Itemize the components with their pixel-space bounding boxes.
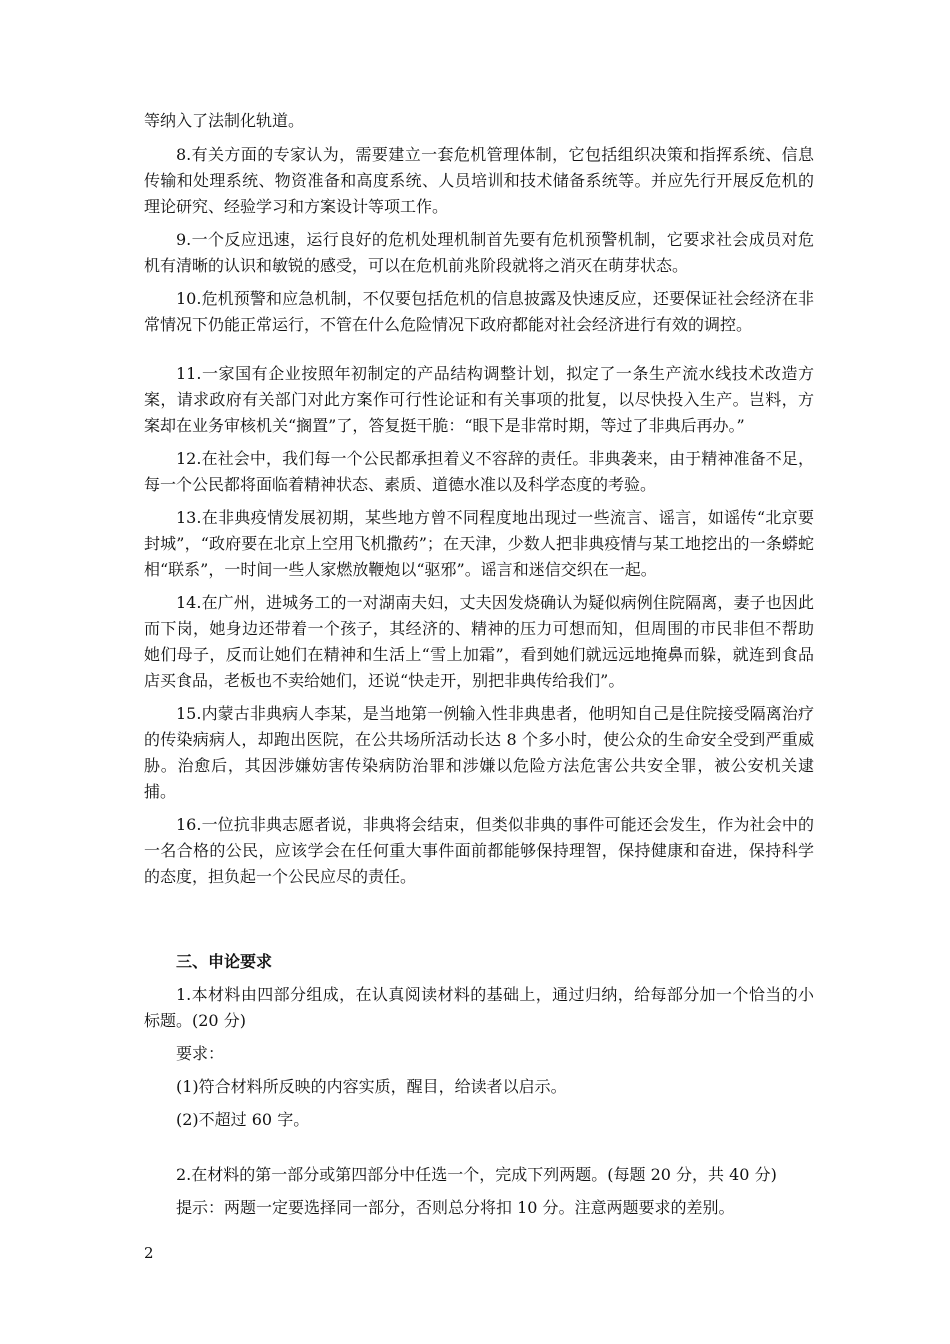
- question-1-requirement-2: (2)不超过 60 字。: [176, 1110, 310, 1129]
- question-1-requirement-1: (1)符合材料所反映的内容实质，醒目，给读者以启示。: [176, 1077, 567, 1096]
- material-item-10: 10.危机预警和应急机制，不仅要包括危机的信息披露及快速反应，还要保证社会经济在非常情况下仍能正常运行，不管在什么危险情况下政府都能对社会经济进行有效的调控。: [144, 289, 814, 334]
- material-item-16: 16.一位抗非典志愿者说，非典将会结束，但类似非典的事件可能还会发生，作为社会中的一名合格的公民，应该学会在任何重大事件面前都能够保持理智，保持健康和奋进，保持科学的态度，担负起一个公民应尽的责任。: [144, 815, 814, 886]
- material-item-8: 8.有关方面的专家认为，需要建立一套危机管理体制，它包括组织决策和指挥系统、信息传输和处理系统、物资准备和高度系统、人员培训和技术储备系统等。并应先行开展反危机的理论研究、经验学习和方案设计等项工作。: [144, 145, 814, 216]
- material-item-14: 14.在广州，进城务工的一对湖南夫妇，丈夫因发烧确认为疑似病例住院隔离，妻子也因此而下岗，她身边还带着一个孩子，其经济的、精神的压力可想而知，但周围的市民非但不帮助她们母子，反而让她们在精神和生活上“雪上加霜”，看到她们就远远地掩鼻而躲，就连到食品店买食品，老板也不卖给她们，还说“快走开，别把非典传给我们”。: [144, 593, 814, 690]
- spacer: [144, 345, 814, 361]
- material-item-9: 9.一个反应迅速，运行良好的危机处理机制首先要有危机预警机制，它要求社会成员对危机有清晰的认识和敏锐的感受，可以在危机前兆阶段就将之消灭在萌芽状态。: [144, 230, 814, 275]
- question-2-hint: 提示：两题一定要选择同一部分，否则总分将扣 10 分。注意两题要求的差别。: [176, 1198, 735, 1217]
- question-1-requirement-label: 要求：: [176, 1044, 225, 1063]
- page-number: 2: [144, 1244, 154, 1262]
- question-2: 2.在材料的第一部分或第四部分中任选一个，完成下列两题。(每题 20 分，共 40 分): [176, 1165, 777, 1184]
- spacer: [144, 1140, 814, 1162]
- continuation-paragraph: 等纳入了法制化轨道。: [144, 111, 305, 130]
- spacer: [144, 897, 814, 949]
- material-item-15: 15.内蒙古非典病人李某，是当地第一例输入性非典患者，他明知自己是住院接受隔离治疗的传染病病人，却跑出医院，在公共场所活动长达 8 个多小时，使公众的生命安全受到严重威胁。治愈后，其因涉嫌妨害传染病防治罪和涉嫌以危险方法危害公共安全罪，被公安机关逮捕。: [144, 704, 814, 801]
- material-item-12: 12.在社会中，我们每一个公民都承担着义不容辞的责任。非典袭来，由于精神准备不足，每一个公民都将面临着精神状态、素质、道德水准以及科学态度的考验。: [144, 449, 814, 494]
- question-1: 1.本材料由四部分组成，在认真阅读材料的基础上，通过归纳，给每部分加一个恰当的小标题。(20 分): [144, 985, 814, 1030]
- section-heading: 三、申论要求: [176, 952, 273, 971]
- material-item-13: 13.在非典疫情发展初期，某些地方曾不同程度地出现过一些流言、谣言，如谣传“北京要封城”，“政府要在北京上空用飞机撒药”；在天津，少数人把非典疫情与某工地挖出的一条蟒蛇相“联系”，一时间一些人家燃放鞭炮以“驱邪”。谣言和迷信交织在一起。: [144, 508, 814, 579]
- page-content: [144, 108, 814, 1228]
- material-item-11: 11.一家国有企业按照年初制定的产品结构调整计划，拟定了一条生产流水线技术改造方案，请求政府有关部门对此方案作可行性论证和有关事项的批复，以尽快投入生产。岂料，方案却在业务审核机关“搁置”了，答复挺干脆：“眼下是非常时期，等过了非典后再办。”: [144, 364, 814, 435]
